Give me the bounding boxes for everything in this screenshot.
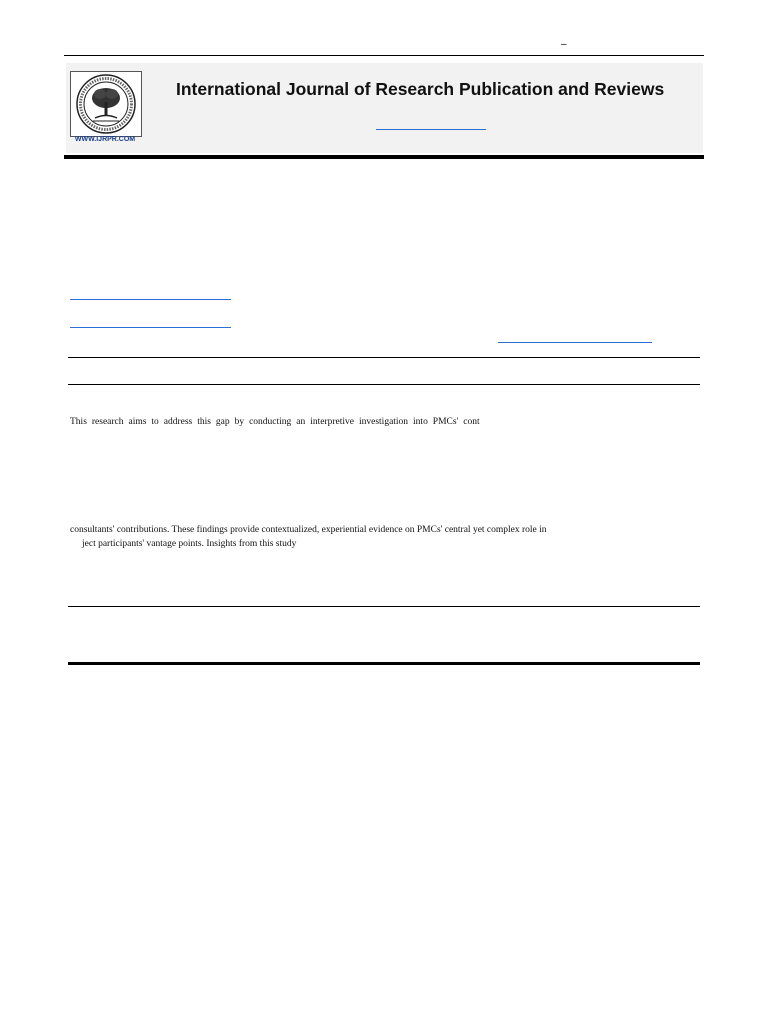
journal-logo (70, 71, 142, 137)
logo-caption: WWW.IJRPR.COM (74, 136, 136, 143)
abstract-top-rule (68, 357, 700, 358)
affiliation-link-1[interactable] (70, 299, 231, 300)
header-mark: – (561, 39, 567, 50)
abstract-bottom-rule (68, 606, 700, 607)
abstract-line-3: ject participants' vantage points. Insights from this study (82, 539, 297, 549)
journal-link[interactable] (376, 129, 486, 130)
abstract-header-rule (68, 384, 700, 385)
page-top-rule (64, 55, 704, 56)
affiliation-link-2[interactable] (70, 327, 231, 328)
abstract-line-2: consultants' contributions. These findings provide contextualized, experiential evidence on PMCs' central yet complex role in (70, 525, 547, 535)
banner-bottom-rule (64, 155, 704, 159)
abstract-line-1: This research aims to address this gap by conducting an interpretive investigation into PMCs' cont (70, 417, 480, 427)
journal-title: International Journal of Research Publication and Reviews (176, 79, 665, 99)
email-link[interactable] (498, 342, 652, 343)
section-divider-rule (68, 662, 700, 665)
tree-seal-icon (71, 72, 141, 136)
journal-banner (66, 63, 703, 153)
